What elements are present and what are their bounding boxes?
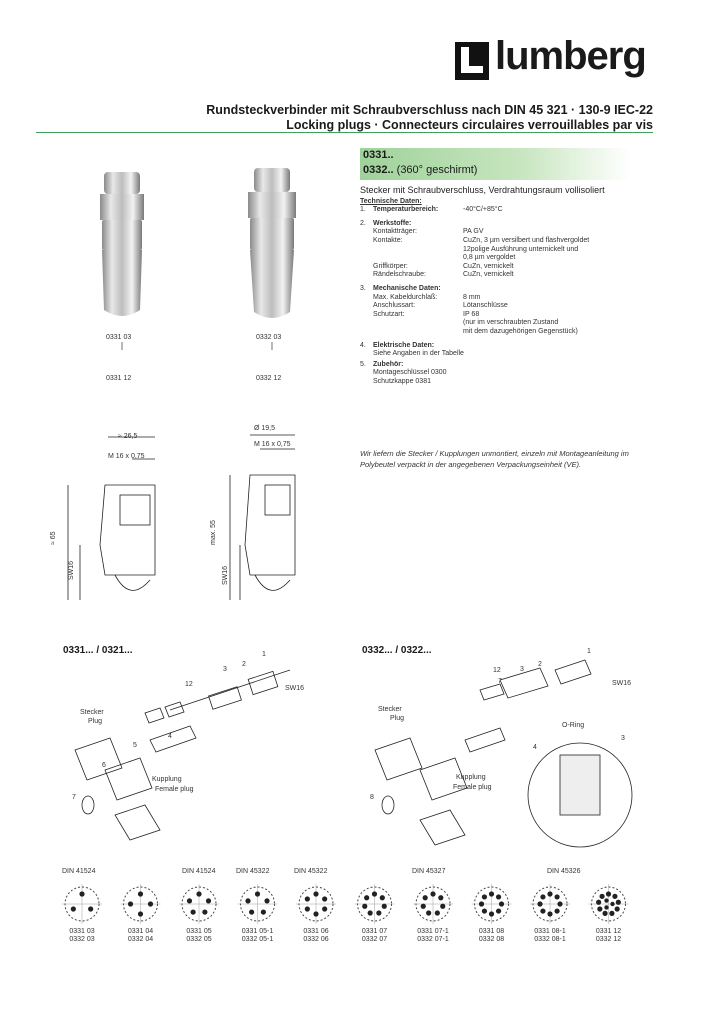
assembly-right-kupplung: Kupplung [456, 774, 486, 781]
pinout-0331-04 [121, 884, 161, 924]
dim-diameter-0332: Ø 19,5 [254, 425, 276, 432]
connector-0331-photo [100, 172, 144, 316]
assembly-right-oring: O-Ring [562, 722, 585, 729]
pin-dot [599, 894, 604, 899]
assembly-right-title: 0332... / 0322... [362, 645, 432, 656]
pinout-code-0331: 0331 08-1 [534, 928, 566, 935]
pin-dot [609, 911, 614, 916]
assembly-right-num-8: 8 [370, 794, 374, 801]
assembly-right-num-3: 3 [621, 735, 625, 742]
pin-dot [305, 896, 310, 901]
din-label: DIN 41524 [182, 868, 216, 875]
assembly-right-plug: Plug [390, 715, 405, 722]
assembly-right-sw: SW16 [612, 680, 632, 687]
product-code-1: 0331.. [363, 149, 394, 161]
product-code-2-code: 0332.. [363, 164, 394, 176]
spec-value: Siehe Angaben in der Tabelle [373, 350, 464, 358]
spec-row [360, 311, 660, 320]
assembly-right-num-1: 1 [587, 648, 591, 655]
pinout-caption [584, 928, 634, 944]
assembly-left-kupplung: Kupplung [152, 776, 182, 783]
technical-drawings [60, 425, 320, 610]
pin-dot [313, 911, 318, 916]
pinout-code-0332: 0332 05-1 [241, 936, 274, 943]
spec-value: 12polige Ausführung unternickelt und [463, 245, 579, 253]
spec-value: CuZn, vernickelt [463, 262, 514, 270]
pinout-caption [525, 928, 575, 944]
assembly-left-num-1: 1 [262, 651, 266, 658]
pinout-0331-06 [296, 884, 336, 924]
pinout-code-0332: 0332 08-1 [534, 936, 566, 943]
spec-value: CuZn, vernickelt [463, 271, 514, 279]
pin-dot [128, 901, 133, 906]
pin-dot [547, 911, 552, 916]
dim-length-0332: max. 55 [210, 520, 217, 545]
spec-value: 0,8 µm vergoldet [463, 254, 516, 262]
spec-title: Elektrische Daten: [373, 341, 435, 349]
pin-dot [380, 895, 385, 900]
spec-num: 2. [360, 219, 366, 227]
assembly-left-num-6: 6 [102, 762, 106, 769]
spec-label: Kontakte: [373, 236, 403, 244]
pin-dot [496, 908, 501, 913]
spec-value: (nur im verschraubten Zustand [463, 319, 559, 327]
pin-dot [554, 908, 559, 913]
assembly-right-num-7: 7 [498, 678, 502, 685]
pin-dot [610, 902, 614, 906]
pin-dot [616, 900, 621, 905]
dim-width-0331: ≈ 26,5 [118, 433, 138, 440]
product-code-2 [363, 164, 477, 176]
din-label: DIN 45326 [547, 868, 581, 875]
pinout-code-0331: 0331 12 [595, 928, 622, 935]
spec-row [360, 271, 660, 280]
header-rule [36, 132, 653, 133]
pin-dot [322, 906, 327, 911]
assembly-right-drawing [360, 655, 645, 855]
pinout-code-0331: 0331 04 [127, 928, 154, 935]
pinout-code-0331: 0331 05-1 [241, 928, 274, 935]
pin-dot [482, 894, 487, 899]
dim-sw-0332: SW16 [222, 565, 229, 585]
spec-block [360, 186, 660, 386]
assembly-left-num-2: 2 [242, 661, 246, 668]
spec-label: Kontaktträger: [373, 228, 417, 236]
din-label: DIN 41524 [62, 868, 96, 875]
pin-dot [249, 909, 254, 914]
product-code-2-note: (360° geschirmt) [396, 164, 478, 176]
pin-dot [596, 900, 601, 905]
label-0331-12: 0331 12 [106, 375, 132, 382]
pin-dot [261, 909, 266, 914]
product-photos [90, 160, 310, 350]
label-arrows [122, 342, 272, 350]
spec-title: Zubehör: [373, 360, 404, 368]
brand-name: lumberg [495, 34, 646, 78]
pin-dot [313, 891, 318, 896]
pinout-code-0331: 0331 07 [361, 928, 388, 935]
pinout-0331-07 [355, 884, 395, 924]
drawing-0331 [68, 437, 155, 600]
pin-dot [547, 891, 552, 896]
spec-value: Montageschlüssel 0300 [373, 369, 447, 377]
spec-row [360, 246, 660, 255]
pinout-code-0332: 0332 07-1 [417, 936, 449, 943]
spec-num: 5. [360, 360, 366, 368]
pinout-0331-07-1 [413, 884, 453, 924]
assembly-right-num-3-top: 3 [520, 666, 524, 673]
pin-dot [138, 911, 143, 916]
pinout-caption [174, 928, 224, 944]
pin-dot [191, 909, 196, 914]
pinout-code-0332: 0332 04 [127, 936, 154, 943]
pin-dot [540, 908, 545, 913]
pinout-caption [57, 928, 107, 944]
spec-row [360, 369, 660, 378]
assembly-left-title: 0331... / 0321... [63, 645, 133, 656]
assembly-left-num-12: 12 [185, 681, 193, 688]
pin-dot [597, 906, 602, 911]
spec-num: 3. [360, 284, 366, 292]
label-0332-03: 0332 03 [256, 334, 282, 341]
spec-section-1 [360, 206, 660, 215]
assembly-left-num-4: 4 [168, 733, 172, 740]
spec-description: Stecker mit Schraubverschluss, Verdrahtungsraum vollisoliert [360, 185, 605, 195]
pin-dot [255, 891, 260, 896]
page-title: Rundsteckverbinder mit Schraubverschluss nach DIN 45 321 · 130-9 IEC-22 [206, 103, 653, 117]
pin-dot [612, 894, 617, 899]
assembly-right-num-12: 12 [493, 667, 501, 674]
din-label: DIN 45322 [294, 868, 328, 875]
pin-dot [364, 895, 369, 900]
pin-dot [423, 895, 428, 900]
pin-dot [376, 910, 381, 915]
pin-dot [554, 894, 559, 899]
pinout-diagrams [60, 882, 660, 927]
pin-dot [489, 911, 494, 916]
dim-thread-0332: M 16 x 0,75 [254, 441, 291, 448]
assembly-right-female: Female plug [453, 784, 492, 791]
assembly-left-plug: Plug [88, 718, 103, 725]
drawing-0332 [230, 435, 295, 600]
pin-dot [305, 906, 310, 911]
spec-section-4 [360, 342, 660, 351]
pin-dot [438, 895, 443, 900]
pinout-caption [291, 928, 341, 944]
label-0332-12: 0332 12 [256, 375, 282, 382]
spec-row [360, 294, 660, 303]
pin-dot [196, 891, 201, 896]
assembly-left-sw: SW16 [285, 685, 305, 692]
pinout-code-0331: 0331 08 [478, 928, 505, 935]
spec-value: Lötanschlüsse [463, 302, 508, 310]
spec-value: PA GV [463, 228, 484, 236]
spec-value: IP 68 [463, 310, 480, 318]
assembly-right-stecker: Stecker [378, 706, 402, 713]
pinout-0331-05 [179, 884, 219, 924]
din-label: DIN 45322 [236, 868, 270, 875]
spec-value: mit dem dazugehörigen Gegenstück) [463, 327, 578, 335]
page-subtitle: Locking plugs · Connecteurs circulaires verrouillables par vis [286, 118, 653, 132]
din-label: DIN 45327 [412, 868, 446, 875]
pin-dot [382, 904, 387, 909]
pinout-code-0331: 0331 03 [69, 928, 95, 935]
pin-dot [489, 891, 494, 896]
pinout-0331-12 [589, 884, 629, 924]
spec-row [360, 319, 660, 328]
spec-row [360, 302, 660, 311]
pinout-caption [116, 928, 166, 944]
spec-value: Schutzkappe 0381 [373, 377, 431, 385]
pin-dot [79, 891, 84, 896]
pin-dot [602, 911, 607, 916]
pinout-caption [350, 928, 400, 944]
dim-thread-0331: M 16 x 0,75 [108, 453, 145, 460]
pin-dot [479, 901, 484, 906]
pinout-caption [467, 928, 517, 944]
spec-label: Schutzart: [373, 310, 405, 318]
dim-sw-0331: SW16 [68, 560, 75, 580]
assembly-left-num-3: 3 [223, 666, 227, 673]
spec-section-5 [360, 361, 660, 370]
assembly-left-stecker: Stecker [80, 709, 104, 716]
pin-dot [245, 898, 250, 903]
pinout-code-0332: 0332 03 [69, 936, 95, 943]
pin-dot [496, 894, 501, 899]
spec-label: Anschlussart: [373, 302, 416, 310]
spec-label: Rändelschraube: [373, 271, 426, 279]
spec-row [360, 378, 660, 387]
spec-title: Mechanische Daten: [373, 284, 441, 292]
spec-row [360, 263, 660, 272]
pinout-code-0332: 0332 06 [303, 936, 329, 943]
spec-value: -40°C/+85°C [463, 206, 503, 214]
spec-row [360, 328, 660, 337]
spec-title: Temperaturbereich: [373, 206, 439, 214]
lumberg-logo [455, 34, 655, 90]
pin-dot [138, 891, 143, 896]
pin-dot [499, 901, 504, 906]
pinout-code-0331: 0331 07-1 [417, 928, 449, 935]
pin-dot [615, 906, 620, 911]
lumberg-logo-mark-icon [455, 42, 489, 80]
spec-num: 1. [360, 206, 366, 214]
pin-dot [202, 909, 207, 914]
pin-dot [604, 898, 608, 902]
pin-dot [362, 904, 367, 909]
assembly-left-female: Female plug [155, 786, 194, 793]
spec-num: 4. [360, 341, 366, 349]
pinout-0331-03 [62, 884, 102, 924]
pin-dot [540, 894, 545, 899]
pin-dot [372, 891, 377, 896]
pin-dot [88, 906, 93, 911]
pin-dot [604, 905, 608, 909]
pin-dot [430, 891, 435, 896]
spec-title: Werkstoffe: [373, 219, 412, 227]
pinout-code-0331: 0331 05 [186, 928, 212, 935]
assembly-right-num-4: 4 [533, 744, 537, 751]
pin-dot [187, 898, 192, 903]
spec-section-3 [360, 285, 660, 294]
pinout-0331-05-1 [238, 884, 278, 924]
spec-label: Griffkörper: [373, 262, 408, 270]
pin-dot [322, 896, 327, 901]
spec-section-2 [360, 220, 660, 229]
pin-dot [606, 891, 611, 896]
assembly-right-num-2: 2 [538, 661, 542, 668]
pin-dot [148, 901, 153, 906]
pinout-code-0332: 0332 07 [361, 936, 388, 943]
pin-dot [537, 901, 542, 906]
label-0331-03: 0331 03 [106, 334, 132, 341]
connector-0332-photo [248, 168, 296, 318]
spec-row [360, 254, 660, 263]
pin-dot [421, 904, 426, 909]
pin-dot [426, 910, 431, 915]
pin-dot [482, 908, 487, 913]
spec-label: Max. Kabeldurchlaß: [373, 293, 438, 301]
pinout-code-0332: 0332 12 [595, 936, 622, 943]
spec-value: 8 mm [463, 293, 481, 301]
pin-dot [557, 901, 562, 906]
pinout-code-0331: 0331 06 [303, 928, 329, 935]
delivery-note: Wir liefern die Stecker / Kupplungen unmontiert, einzeln mit Montageanleitung im Polybeutel verpackt in der angegebenen Verpackungseinheit (VE). [360, 449, 629, 469]
assembly-left-num-7: 7 [72, 794, 76, 801]
spec-value: CuZn, 3 µm versilbert und flashvergoldet [463, 236, 590, 244]
pin-dot [206, 898, 211, 903]
dim-length-0331: ≈ 65 [50, 531, 57, 545]
spec-header: Technische Daten: [360, 197, 422, 205]
assembly-left-num-5: 5 [133, 742, 137, 749]
pinout-code-0332: 0332 08 [478, 936, 505, 943]
spec-row [360, 237, 660, 246]
pin-dot [71, 906, 76, 911]
pin-dot [440, 904, 445, 909]
pinout-caption [408, 928, 458, 944]
pinout-code-0332: 0332 05 [186, 936, 212, 943]
spec-row [360, 228, 660, 237]
pin-dot [264, 898, 269, 903]
pin-dot [368, 910, 373, 915]
pinout-caption [233, 928, 283, 944]
spec-row [360, 350, 660, 359]
pin-dot [435, 910, 440, 915]
pinout-0331-08-1 [530, 884, 570, 924]
pinout-0331-08 [472, 884, 512, 924]
